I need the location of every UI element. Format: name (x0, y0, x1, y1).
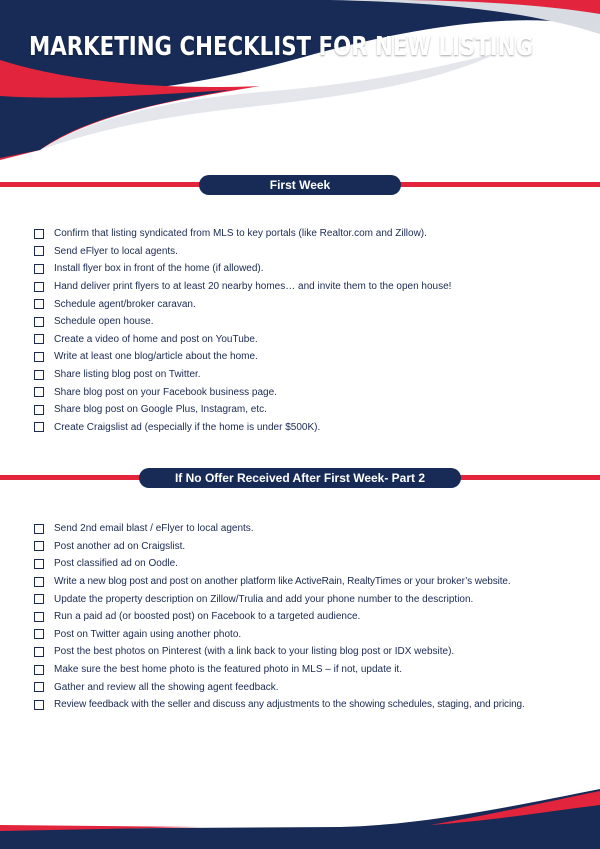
item-label: Post on Twitter again using another photo. (54, 628, 242, 640)
list-item (34, 260, 451, 278)
list-item (34, 696, 525, 714)
list-item (34, 383, 451, 401)
checkbox[interactable] (34, 524, 44, 534)
checkbox[interactable] (34, 682, 44, 692)
checkbox[interactable] (34, 246, 44, 256)
checkbox[interactable] (34, 387, 44, 397)
checkbox[interactable] (34, 612, 44, 622)
item-label: Install flyer box in front of the home (if allowed). (54, 263, 264, 275)
list-item (34, 678, 525, 696)
list-item (34, 590, 525, 608)
page-title: MARKETING CHECKLIST FOR NEW LISTING (29, 32, 534, 62)
checkbox[interactable] (34, 334, 44, 344)
list-item (34, 538, 525, 556)
list-item (34, 573, 525, 591)
list-item (34, 401, 451, 419)
checkbox[interactable] (34, 629, 44, 639)
checkbox[interactable] (34, 559, 44, 569)
checkbox[interactable] (34, 594, 44, 604)
item-label: Post another ad on Craigslist. (54, 540, 186, 552)
checkbox[interactable] (34, 264, 44, 274)
list-item (34, 243, 451, 261)
checkbox[interactable] (34, 352, 44, 362)
checkbox[interactable] (34, 405, 44, 415)
item-label: Confirm that listing syndicated from MLS to key portals (like Realtor.com and Zillow). (54, 228, 427, 240)
item-label: Create a video of home and post on YouTube. (54, 333, 258, 345)
list-item (34, 295, 451, 313)
checkbox[interactable] (34, 422, 44, 432)
item-label: Create Craigslist ad (especially if the home is under $500K). (54, 421, 321, 433)
item-label: Share blog post on Google Plus, Instagram, etc. (54, 404, 267, 416)
checkbox[interactable] (34, 541, 44, 551)
item-label: Schedule open house. (54, 316, 154, 328)
item-label: Post the best photos on Pinterest (with a link back to your listing blog post or IDX website). (54, 646, 455, 658)
checklist-first-week (34, 225, 451, 436)
section-heading-part-2: If No Offer Received After First Week- Part 2 (139, 468, 461, 488)
header-wave-graphic (0, 0, 600, 160)
checklist-part-2 (34, 520, 525, 714)
list-item (34, 225, 451, 243)
checkbox[interactable] (34, 647, 44, 657)
list-item (34, 366, 451, 384)
footer-wave-graphic (0, 789, 600, 849)
list-item (34, 331, 451, 349)
item-label: Hand deliver print flyers to at least 20 nearby homes… and invite them to the open house! (54, 281, 452, 293)
checkbox[interactable] (34, 317, 44, 327)
item-label: Share blog post on your Facebook business page. (54, 386, 277, 398)
list-item (34, 661, 525, 679)
checkbox[interactable] (34, 370, 44, 380)
item-label: Share listing blog post on Twitter. (54, 369, 201, 381)
item-label: Review feedback with the seller and discuss any adjustments to the showing schedules, staging, and pricing. (54, 699, 525, 711)
item-label: Send 2nd email blast / eFlyer to local agents. (54, 523, 254, 535)
item-label: Update the property description on Zillow/Trulia and add your phone number to the description. (54, 593, 474, 605)
item-label: Run a paid ad (or boosted post) on Facebook to a targeted audience. (54, 611, 361, 623)
list-item (34, 520, 525, 538)
list-item (34, 608, 525, 626)
item-label: Write a new blog post and post on another platform like ActiveRain, RealtyTimes or your broker’s website. (54, 576, 511, 588)
checkbox[interactable] (34, 577, 44, 587)
item-label: Make sure the best home photo is the featured photo in MLS – if not, update it. (54, 664, 402, 676)
checkbox[interactable] (34, 282, 44, 292)
checkbox[interactable] (34, 299, 44, 309)
item-label: Write at least one blog/article about the home. (54, 351, 258, 363)
item-label: Post classified ad on Oodle. (54, 558, 178, 570)
list-item (34, 313, 451, 331)
section-heading-first-week: First Week (199, 175, 401, 195)
checkbox[interactable] (34, 665, 44, 675)
checkbox[interactable] (34, 700, 44, 710)
list-item (34, 555, 525, 573)
list-item (34, 419, 451, 437)
item-label: Schedule agent/broker caravan. (54, 298, 196, 310)
checkbox[interactable] (34, 229, 44, 239)
list-item (34, 278, 451, 296)
list-item (34, 626, 525, 644)
list-item (34, 348, 451, 366)
item-label: Send eFlyer to local agents. (54, 245, 178, 257)
list-item (34, 643, 525, 661)
item-label: Gather and review all the showing agent feedback. (54, 681, 279, 693)
